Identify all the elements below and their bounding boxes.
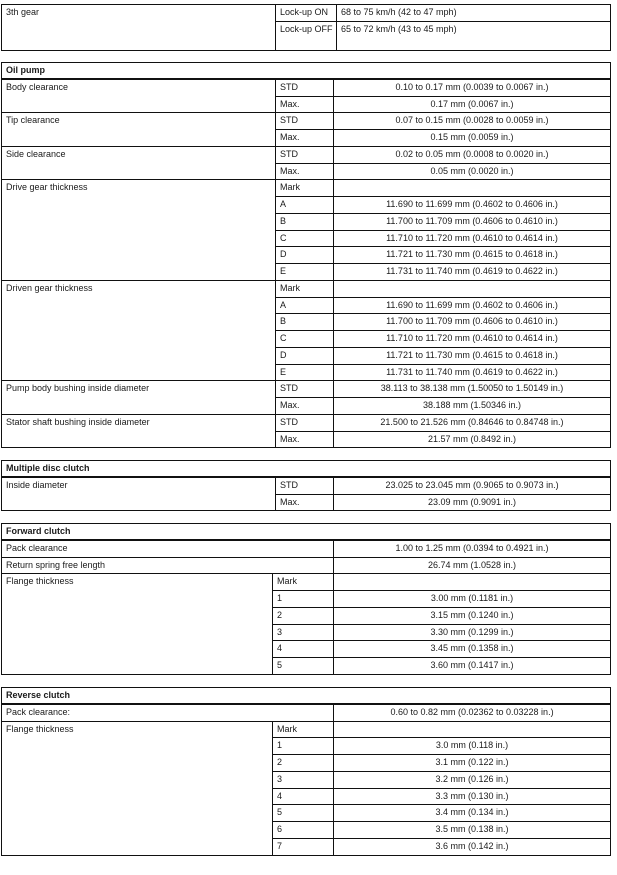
key-cell: 5 — [273, 805, 334, 822]
section-title: Reverse clutch — [2, 688, 611, 705]
key-cell: B — [276, 213, 334, 230]
value-cell: 23.09 mm (0.9091 in.) — [334, 494, 611, 511]
gear-speed-table — [1, 4, 611, 51]
value-cell — [334, 180, 611, 197]
key-cell: A — [276, 197, 334, 214]
key-cell: 3 — [273, 624, 334, 641]
key-cell: Mark — [273, 574, 334, 591]
value-cell: 1.00 to 1.25 mm (0.0394 to 0.4921 in.) — [334, 540, 611, 557]
item-label: Return spring free length — [2, 557, 334, 574]
key-cell: Mark — [276, 180, 334, 197]
value-cell: 11.700 to 11.709 mm (0.4606 to 0.4610 in.) — [334, 314, 611, 331]
key-cell: STD — [276, 113, 334, 130]
value-cell: 3.0 mm (0.118 in.) — [334, 738, 611, 755]
key-cell: STD — [276, 414, 334, 431]
item-label: Flange thickness — [2, 574, 273, 675]
key-cell: STD — [276, 477, 334, 494]
item-label: Pack clearance — [2, 540, 334, 557]
item-label: Inside diameter — [2, 477, 276, 511]
value-cell: 26.74 mm (1.0528 in.) — [334, 557, 611, 574]
item-label: Stator shaft bushing inside diameter — [2, 414, 276, 448]
value-cell: 11.731 to 11.740 mm (0.4619 to 0.4622 in.) — [334, 264, 611, 281]
item-label: Drive gear thickness — [2, 180, 276, 281]
value-cell: 3.45 mm (0.1358 in.) — [334, 641, 611, 658]
value-cell: 11.731 to 11.740 mm (0.4619 to 0.4622 in.) — [334, 364, 611, 381]
key-cell: Max. — [276, 130, 334, 147]
value-cell: 11.700 to 11.709 mm (0.4606 to 0.4610 in.) — [334, 213, 611, 230]
key-cell: Max. — [276, 494, 334, 511]
value-cell: 0.05 mm (0.0020 in.) — [334, 163, 611, 180]
key-cell: D — [276, 347, 334, 364]
item-label: Pack clearance: — [2, 704, 334, 721]
value-cell — [334, 721, 611, 738]
item-label: Driven gear thickness — [2, 280, 276, 381]
key-cell: E — [276, 264, 334, 281]
value-cell: 38.113 to 38.138 mm (1.50050 to 1.50149 in.) — [334, 381, 611, 398]
key-cell: Max. — [276, 96, 334, 113]
item-label: Tip clearance — [2, 113, 276, 147]
key-cell: Max. — [276, 163, 334, 180]
value-cell: 0.02 to 0.05 mm (0.0008 to 0.0020 in.) — [334, 146, 611, 163]
value-cell: 0.60 to 0.82 mm (0.02362 to 0.03228 in.) — [334, 704, 611, 721]
section-title: Multiple disc clutch — [2, 461, 611, 478]
key-cell: C — [276, 230, 334, 247]
key-cell: STD — [276, 146, 334, 163]
gear-label: 3th gear — [2, 5, 276, 51]
forward-clutch-table — [1, 523, 611, 675]
value-cell: 3.1 mm (0.122 in.) — [334, 755, 611, 772]
value-cell: 11.721 to 11.730 mm (0.4615 to 0.4618 in.) — [334, 347, 611, 364]
value-cell — [334, 574, 611, 591]
key-cell: A — [276, 297, 334, 314]
section-title: Forward clutch — [2, 524, 611, 541]
key-cell: 4 — [273, 641, 334, 658]
oil-pump-table — [1, 62, 611, 448]
value-cell: 0.07 to 0.15 mm (0.0028 to 0.0059 in.) — [334, 113, 611, 130]
key-cell: 5 — [273, 658, 334, 675]
key-cell: 6 — [273, 822, 334, 839]
value-cell: 0.15 mm (0.0059 in.) — [334, 130, 611, 147]
value-cell: 11.690 to 11.699 mm (0.4602 to 0.4606 in.) — [334, 197, 611, 214]
item-label: Pump body bushing inside diameter — [2, 381, 276, 415]
value-cell: 3.6 mm (0.142 in.) — [334, 838, 611, 855]
value-cell: 3.60 mm (0.1417 in.) — [334, 658, 611, 675]
item-label: Side clearance — [2, 146, 276, 180]
value-cell: 3.4 mm (0.134 in.) — [334, 805, 611, 822]
key-cell: 1 — [273, 738, 334, 755]
value-cell: 0.10 to 0.17 mm (0.0039 to 0.0067 in.) — [334, 79, 611, 96]
value-cell: 3.2 mm (0.126 in.) — [334, 771, 611, 788]
value-cell: 11.721 to 11.730 mm (0.4615 to 0.4618 in.) — [334, 247, 611, 264]
value-cell: 11.710 to 11.720 mm (0.4610 to 0.4614 in.) — [334, 230, 611, 247]
reverse-clutch-table — [1, 687, 611, 856]
key-cell: 7 — [273, 838, 334, 855]
value-cell: 11.710 to 11.720 mm (0.4610 to 0.4614 in.) — [334, 331, 611, 348]
value-cell: 23.025 to 23.045 mm (0.9065 to 0.9073 in.) — [334, 477, 611, 494]
key-cell: Max. — [276, 398, 334, 415]
value-cell: 3.5 mm (0.138 in.) — [334, 822, 611, 839]
key-cell: Max. — [276, 431, 334, 448]
value-cell — [334, 280, 611, 297]
key-cell: 2 — [273, 607, 334, 624]
section-title: Oil pump — [2, 63, 611, 80]
key-cell: Mark — [273, 721, 334, 738]
key-cell: C — [276, 331, 334, 348]
key-cell: STD — [276, 79, 334, 96]
key-cell: 1 — [273, 591, 334, 608]
condition-cell: Lock-up ON — [276, 5, 337, 22]
item-label: Body clearance — [2, 79, 276, 113]
key-cell: 2 — [273, 755, 334, 772]
key-cell: 4 — [273, 788, 334, 805]
value-cell: 3.30 mm (0.1299 in.) — [334, 624, 611, 641]
value-cell: 21.57 mm (0.8492 in.) — [334, 431, 611, 448]
key-cell: STD — [276, 381, 334, 398]
key-cell: D — [276, 247, 334, 264]
value-cell: 11.690 to 11.699 mm (0.4602 to 0.4606 in.) — [334, 297, 611, 314]
value-cell: 65 to 72 km/h (43 to 45 mph) — [337, 22, 611, 51]
value-cell: 38.188 mm (1.50346 in.) — [334, 398, 611, 415]
item-label: Flange thickness — [2, 721, 273, 855]
value-cell: 3.3 mm (0.130 in.) — [334, 788, 611, 805]
multiple-disc-clutch-table — [1, 460, 611, 511]
value-cell: 3.15 mm (0.1240 in.) — [334, 607, 611, 624]
value-cell: 68 to 75 km/h (42 to 47 mph) — [337, 5, 611, 22]
key-cell: B — [276, 314, 334, 331]
condition-cell: Lock-up OFF — [276, 22, 337, 51]
key-cell: E — [276, 364, 334, 381]
key-cell: 3 — [273, 771, 334, 788]
value-cell: 21.500 to 21.526 mm (0.84646 to 0.84748 in.) — [334, 414, 611, 431]
key-cell: Mark — [276, 280, 334, 297]
value-cell: 3.00 mm (0.1181 in.) — [334, 591, 611, 608]
value-cell: 0.17 mm (0.0067 in.) — [334, 96, 611, 113]
